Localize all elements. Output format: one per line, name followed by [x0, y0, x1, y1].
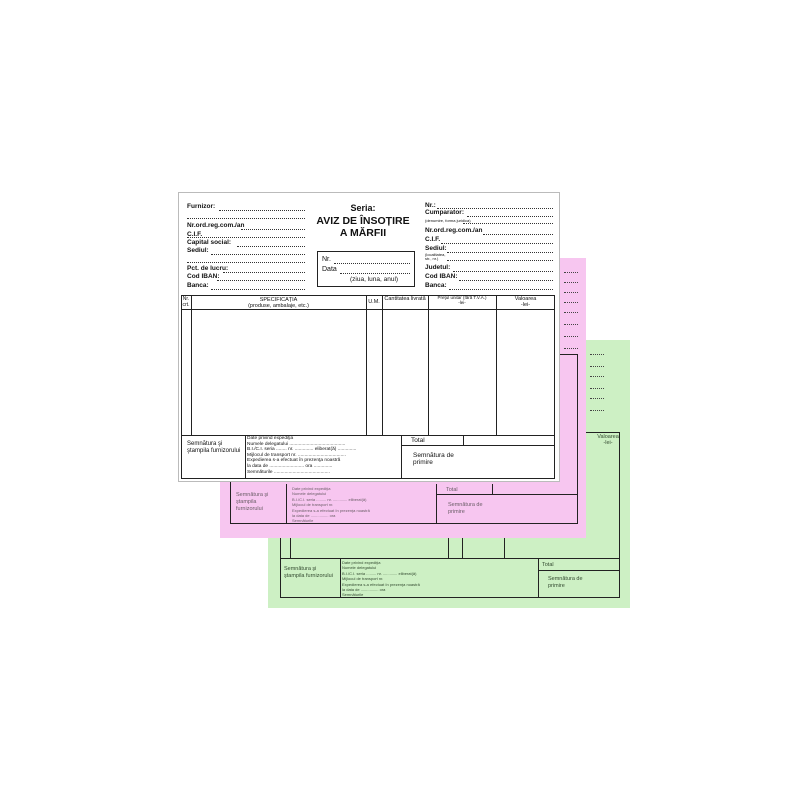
col-divider	[428, 295, 429, 435]
cumparator-hint: (denumire, forma juridica)	[425, 218, 471, 223]
data-field[interactable]	[340, 273, 410, 274]
buyer-banca-label: Banca:	[425, 282, 447, 289]
nr-ord-reg-field[interactable]	[241, 229, 305, 230]
nr-ord-reg-label: Nr.ord.reg.com./an	[187, 222, 245, 229]
expeditie-block: Date privind expediţia Numele delegatului .......................................... B.I./C.I. seria ........ nr. .............. eliberat(ă) .............. Mijlocul de transport nr. .................................... Expedierea s-a efectuat în prezenţa noastră la data de .......................... ora .............. Semnăturile ..........................................	[247, 436, 357, 475]
data-label: Data	[322, 266, 337, 273]
specificatia-header: SPECIFICAȚIA (produse, ambalaje, etc.)	[248, 297, 309, 309]
dotted-line	[590, 388, 604, 389]
col-divider	[382, 295, 383, 435]
green-semnatura-furnizor: Semnătura şi ştampila furnizorului	[284, 566, 333, 579]
green-valoarea-header: Valoarea -lei-	[597, 434, 619, 446]
aviz-form-original	[178, 192, 560, 482]
pret-unitar-header: Preţul unitar (fără T.V.A.) -lei-	[437, 295, 487, 305]
buyer-sediul-hint: (localitatea, str., nr.)	[425, 252, 446, 261]
green-total-label: Total	[542, 562, 554, 568]
sediul-field[interactable]	[211, 254, 305, 255]
seria-label: Seria:	[350, 203, 376, 213]
title-line2: A MĂRFII	[339, 227, 387, 239]
cantitatea-header: Cantitatea livrată	[384, 296, 426, 302]
valoarea-header: Valoarea -lei-	[514, 296, 537, 308]
total-label: Total	[411, 437, 425, 444]
um-header: U.M.	[368, 299, 380, 305]
buyer-banca-field[interactable]	[449, 289, 553, 290]
cod-iban-label: Cod IBAN:	[187, 273, 220, 280]
furnizor-label: Furnizor:	[187, 203, 216, 210]
dotted-line	[590, 376, 604, 377]
cumparator-field[interactable]	[467, 216, 553, 217]
pink-total-label: Total	[446, 487, 458, 493]
nr-crt-header: Nr. crt.	[182, 296, 190, 308]
dotted-line	[590, 366, 604, 367]
furnizor-field[interactable]	[219, 210, 305, 211]
pink-semnatura-furnizor: Semnătura şi ştampila furnizorului	[236, 492, 269, 512]
buyer-sediul-label: Sediul:	[425, 245, 447, 252]
green-expeditie-block: Date privind expediţia Numele delegatului B.I./C.I. seria ......... nr. ............. eliberat(ă) Mijlocul de transport nr. Expedierea s-a efectuat în prezenţa noastră la data de ................ ora Semnăturile	[342, 560, 420, 598]
cumparator-field-line2[interactable]	[463, 223, 553, 224]
banca-label: Banca:	[187, 282, 209, 289]
buyer-cod-iban-label: Cod IBAN:	[425, 273, 458, 280]
semnatura-primire: Semnătura de primire	[413, 452, 454, 466]
capital-social-label: Capital social:	[187, 239, 232, 246]
buyer-nr-ord-reg-field[interactable]	[483, 234, 553, 235]
judetul-field[interactable]	[453, 271, 553, 272]
pct-lucru-label: Pct. de lucru:	[187, 265, 229, 272]
furnizor-field-line2[interactable]	[187, 218, 305, 219]
nr-field[interactable]	[334, 263, 410, 264]
banca-field[interactable]	[211, 289, 305, 290]
pink-semnatura-primire: Semnătura de primire	[448, 502, 483, 515]
nr-ord-reg-field-line2[interactable]	[187, 237, 305, 238]
document-title	[315, 203, 411, 239]
cod-iban-field[interactable]	[217, 280, 305, 281]
judetul-label: Judetul:	[425, 264, 451, 271]
buyer-sediul-field-line2[interactable]	[447, 260, 553, 261]
col-divider	[191, 295, 192, 435]
buyer-cif-label: C.I.F.	[425, 236, 441, 243]
dotted-line	[590, 354, 604, 355]
buyer-sediul-field[interactable]	[447, 252, 553, 253]
dotted-line	[590, 398, 604, 399]
date-expeditie-label: Date privind expediţia	[247, 436, 294, 441]
buyer-nr-ord-reg-label: Nr.ord.reg.com./an	[425, 227, 483, 234]
cumparator-label: Cumparator:	[425, 209, 465, 216]
cif-label: C.I.F.	[187, 231, 203, 238]
nr-data-box	[317, 251, 415, 287]
date-hint: (ziua, luna, anul)	[350, 276, 399, 283]
capital-social-field[interactable]	[237, 246, 305, 247]
pct-lucru-field[interactable]	[223, 272, 305, 273]
buyer-nr-label: Nr.:	[425, 202, 436, 209]
green-semnatura-primire: Semnătura de primire	[548, 576, 583, 589]
sediul-label: Sediul:	[187, 247, 209, 254]
dotted-line	[590, 410, 604, 411]
col-divider	[496, 295, 497, 435]
nr-label: Nr.	[322, 256, 331, 263]
col-divider	[366, 295, 367, 435]
sediul-field-line2[interactable]	[187, 262, 305, 263]
buyer-cif-field[interactable]	[441, 243, 553, 244]
pink-expeditie-block: Date privind expediţia Numele delegatului B.I./C.I. seria ......... nr. ............. eliberat(ă) Mijlocul de transport nr. Expedierea s-a efectuat în prezenţa noastră la data de ................ ora Semnăturile	[292, 486, 370, 524]
title-line1: AVIZ DE ÎNSOȚIRE	[316, 215, 410, 227]
buyer-cod-iban-field[interactable]	[459, 280, 553, 281]
semnatura-furnizor: Semnătura şi ştampila furnizorului	[187, 441, 241, 454]
